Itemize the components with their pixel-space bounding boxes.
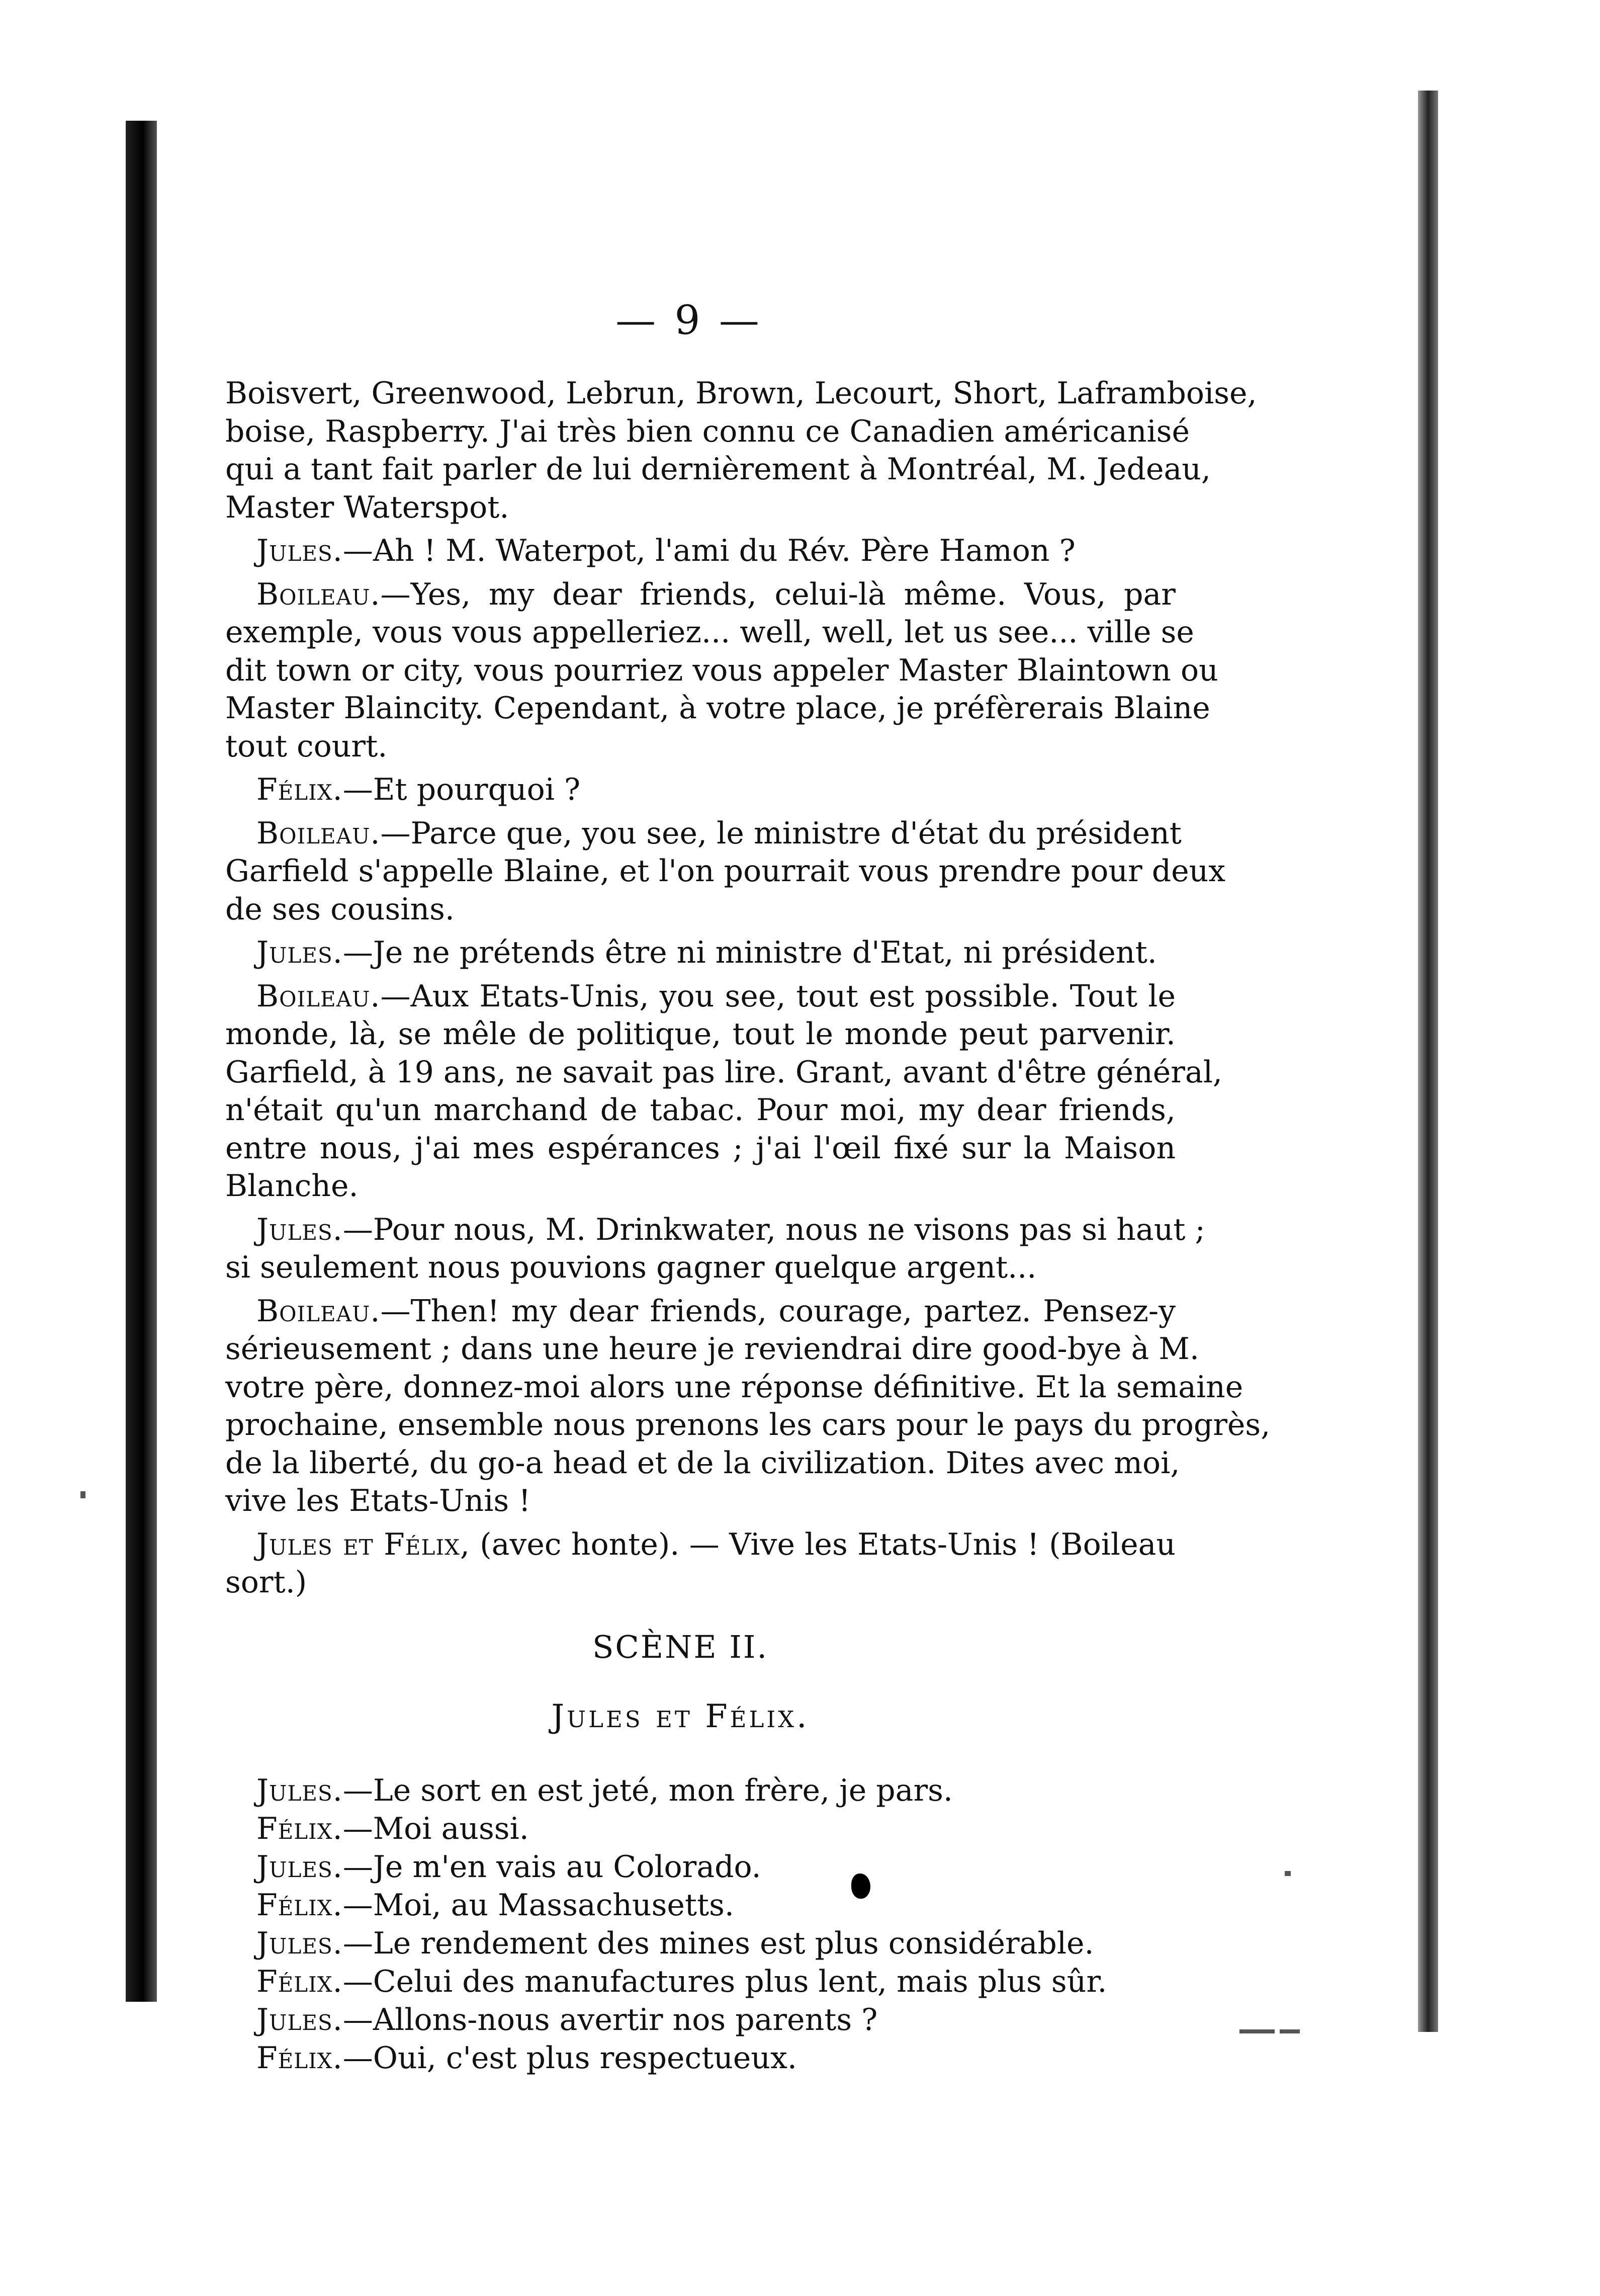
dialogue-text: Le rendement des mines est plus considérable. <box>373 1925 1094 1961</box>
text-line <box>225 1482 1176 1520</box>
speck <box>1280 2029 1300 2033</box>
line-text: Yes, my dear friends, celui-là même. Vous, par <box>410 576 1176 612</box>
paragraph <box>225 576 1218 766</box>
text-line <box>225 532 1176 570</box>
speaker-dash <box>470 1527 480 1562</box>
page-number: — 9 — <box>615 297 762 344</box>
speaker-name: Jules. <box>256 533 343 568</box>
text-line <box>225 815 1182 853</box>
text-line <box>225 413 1190 451</box>
text-line <box>225 1015 1176 1054</box>
text-line <box>225 576 1176 614</box>
speaker-dash: — <box>342 935 373 970</box>
text-line <box>225 728 1176 766</box>
line-text: Aux Etats-Unis, you see, tout est possible. Tout le <box>410 978 1176 1014</box>
text-line <box>225 1526 1176 1564</box>
line-text: Garfield, à 19 ans, ne savait pas lire. Grant, avant d'être général, <box>225 1054 1222 1090</box>
speck <box>80 1491 85 1498</box>
page-body <box>225 375 1271 2077</box>
text-line <box>225 1330 1199 1369</box>
paragraph <box>225 771 1176 809</box>
line-text: entre nous, j'ai mes espérances ; j'ai l'œil fixé sur la Maison <box>225 1130 1176 1166</box>
dialogue-text: Allons-nous avertir nos parents ? <box>373 2002 878 2037</box>
paragraph <box>225 815 1226 929</box>
text-line <box>225 614 1194 652</box>
text-line <box>225 451 1211 489</box>
dialogue-text: Moi aussi. <box>373 1811 529 1846</box>
speaker-name: Félix. <box>256 1811 343 1846</box>
text-line <box>225 375 1257 413</box>
speaker-dash: — <box>342 2040 373 2076</box>
line-text: si seulement nous pouvions gagner quelque argent... <box>225 1250 1037 1285</box>
text-line <box>225 891 1176 929</box>
line-text: Et pourquoi ? <box>373 772 581 807</box>
speaker-name: Jules. <box>256 1925 343 1961</box>
scene-title: SCÈNE II. <box>592 1628 769 1665</box>
dialogue-line <box>225 1963 1176 2001</box>
speck <box>1285 1871 1291 1876</box>
dialogue-line <box>225 1810 1176 1848</box>
dialogue-text: Moi, au Massachusetts. <box>373 1887 734 1923</box>
paragraph <box>225 1526 1176 1602</box>
line-text: Parce que, you see, le ministre d'état du président <box>410 815 1182 851</box>
binding-edge-left <box>126 121 157 2002</box>
speaker-name: Boileau. <box>256 576 381 612</box>
binding-edge-right <box>1418 91 1438 2032</box>
speck <box>1239 2029 1275 2033</box>
ink-blot <box>851 1874 870 1899</box>
paragraph <box>225 934 1176 972</box>
text-line <box>225 853 1226 891</box>
text-line <box>225 489 1176 527</box>
text-line <box>225 1130 1176 1168</box>
text-line <box>225 934 1176 972</box>
line-text: tout court. <box>225 728 388 764</box>
scene-cast: Jules et Félix. <box>551 1698 810 1735</box>
speaker-dash: — <box>342 772 373 807</box>
line-text: sort.) <box>225 1565 307 1600</box>
text-line <box>225 771 1176 809</box>
line-text: de la liberté, du go-a head et de la civilization. Dites avec moi, <box>225 1445 1180 1481</box>
dialogue-text: Je m'en vais au Colorado. <box>373 1849 761 1885</box>
line-text: votre père, donnez-moi alors une réponse définitive. Et la semaine <box>225 1369 1243 1405</box>
scene-dialogue <box>225 1771 1176 2077</box>
text-line <box>225 1091 1176 1130</box>
line-text: Boisvert, Greenwood, Lebrun, Brown, Lecourt, Short, Laframboise, <box>225 376 1257 411</box>
paragraph <box>225 1293 1271 1520</box>
speaker-dash: — <box>342 1925 373 1961</box>
line-text: Je ne prétends être ni ministre d'Etat, ni président. <box>373 935 1157 970</box>
line-text: Garfield s'appelle Blaine, et l'on pourrait vous prendre pour deux <box>225 854 1226 889</box>
line-text: monde, là, se mêle de politique, tout le monde peut parvenir. <box>225 1016 1176 1052</box>
speaker-dash: — <box>342 1811 373 1846</box>
speaker-name: Jules et Félix, <box>256 1526 470 1562</box>
text-line <box>225 652 1218 690</box>
paragraph <box>225 532 1176 570</box>
dialogue-line <box>225 2001 1176 2039</box>
speaker-dash: — <box>342 1849 373 1885</box>
text-line <box>225 1564 1176 1602</box>
speaker-dash: — <box>380 978 411 1014</box>
speaker-dash: — <box>342 533 373 568</box>
line-text: qui a tant fait parler de lui dernièrement à Montréal, M. Jedeau, <box>225 452 1211 487</box>
text-line <box>225 1293 1176 1331</box>
line-text: Master Blaincity. Cependant, à votre place, je préfèrerais Blaine <box>225 691 1210 726</box>
speaker-name: Félix. <box>256 772 343 807</box>
text-line <box>225 1406 1271 1444</box>
line-text: vive les Etats-Unis ! <box>225 1483 531 1518</box>
speaker-dash: — <box>342 1887 373 1923</box>
dialogue-line <box>225 1771 1176 1810</box>
speaker-dash: — <box>342 2002 373 2037</box>
line-text: boise, Raspberry. J'ai très bien connu ce Canadien américanisé <box>225 413 1190 449</box>
text-line <box>225 690 1210 728</box>
dialogue-text: Oui, c'est plus respectueux. <box>373 2040 797 2076</box>
speaker-name: Boileau. <box>256 815 381 851</box>
paragraph <box>225 1211 1205 1287</box>
dialogue-line <box>225 2039 1176 2077</box>
line-text: Ah ! M. Waterpot, l'ami du Rév. Père Hamon ? <box>373 533 1076 568</box>
speaker-dash: — <box>380 576 411 612</box>
text-line <box>225 1167 1176 1206</box>
dialogue-text: Celui des manufactures plus lent, mais plus sûr. <box>373 1964 1107 1999</box>
line-text: Blanche. <box>225 1168 359 1204</box>
text-line <box>225 1054 1222 1092</box>
speaker-name: Félix. <box>256 2040 343 2076</box>
dialogue-line <box>225 1848 1176 1886</box>
text-line <box>225 1369 1243 1407</box>
paragraph <box>225 978 1222 1206</box>
speaker-name: Jules. <box>256 1849 343 1885</box>
speaker-dash: — <box>380 815 411 851</box>
speaker-name: Jules. <box>256 2002 343 2037</box>
line-text: prochaine, ensemble nous prenons les cars pour le pays du progrès, <box>225 1407 1271 1442</box>
speaker-name: Boileau. <box>256 978 381 1014</box>
line-text: dit town or city, vous pourriez vous appeler Master Blaintown ou <box>225 652 1218 688</box>
dialogue-line <box>225 1886 1176 1924</box>
speaker-name: Félix. <box>256 1964 343 1999</box>
line-text: Then! my dear friends, courage, partez. Pensez-y <box>410 1293 1176 1329</box>
dialogue-line <box>225 1924 1176 1963</box>
line-text: exemple, vous vous appelleriez... well, well, let us see... ville se <box>225 615 1194 650</box>
speaker-name: Jules. <box>256 1772 343 1808</box>
speaker-name: Félix. <box>256 1887 343 1923</box>
line-text: Master Waterspot. <box>225 489 509 525</box>
speaker-name: Jules. <box>256 1212 343 1247</box>
text-line <box>225 1444 1180 1483</box>
paragraph <box>225 375 1257 527</box>
speaker-dash: — <box>342 1964 373 1999</box>
text-line <box>225 1211 1205 1249</box>
text-line <box>225 1249 1176 1287</box>
line-text: sérieusement ; dans une heure je reviendrai dire good-bye à M. <box>225 1331 1199 1367</box>
line-text: n'était qu'un marchand de tabac. Pour moi, my dear friends, <box>225 1092 1176 1128</box>
line-text: (avec honte). — Vive les Etats-Unis ! (Boileau <box>480 1526 1176 1562</box>
line-text: Pour nous, M. Drinkwater, nous ne visons pas si haut ; <box>373 1212 1205 1247</box>
text-line <box>225 978 1176 1016</box>
speaker-name: Jules. <box>256 935 343 970</box>
speaker-dash: — <box>342 1772 373 1808</box>
line-text: de ses cousins. <box>225 891 455 927</box>
dialogue-text: Le sort en est jeté, mon frère, je pars. <box>373 1772 953 1808</box>
paragraph-list <box>225 375 1271 1602</box>
speaker-dash: — <box>380 1293 411 1329</box>
speaker-name: Boileau. <box>256 1293 381 1329</box>
speaker-dash: — <box>342 1212 373 1247</box>
